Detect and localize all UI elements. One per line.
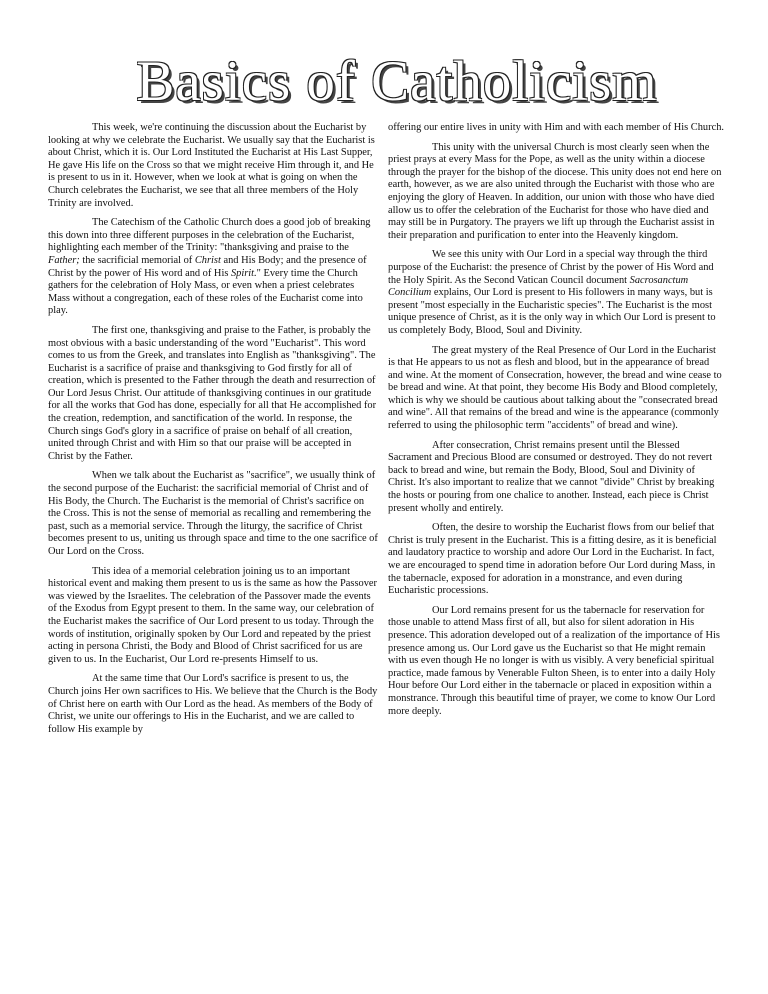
paragraph: We see this unity with Our Lord in a special way through the third purpose of the Eucharist: the presence of Christ by the power of His Word and the Holy Spirit. As the Second Vatican Council document Sacrosanctum Concilium explains, Our Lord is present to His followers in many ways, but is present "most especially in the Eucharistic species". The Eucharist is the most unique presence of Christ, as it is the only way in which Our Lord is present to us completely Body, Blood, Soul and Divinity. bbox=[388, 249, 716, 336]
paragraph: The great mystery of the Real Presence of Our Lord in the Eucharist is that He appears to us not as flesh and blood, but in the appearance of bread and wine. At the moment of Consecration, however, the bread and wine cease to be bread and wine. At that point, they become His Body and Blood completely, which is why we should be cautious about talking about the "consecrated bread and wine". All that remains of the bread and wine is the appearance (commonly referred to using the philosophic term "accidents" of bread and wine). bbox=[388, 344, 722, 432]
paragraph: Our Lord remains present for us the tabernacle for reservation for those unable to attend Mass first of all, but also for silent adoration in His presence. This adoration developed out of a realization of the importance of His presence among us. Our Lord gave us the Eucharist so that He might remain with us even though He no longer is with us visibly. A very beneficial spiritual practice, made famous by Venerable Fulton Sheen, is to enter into a daily Holy Hour before Our Lord either in the tabernacle or placed in exposition within a monstrance. Through this beautiful time of prayer, we come to know Our Lord more deeply. bbox=[388, 604, 720, 717]
left-column bbox=[48, 122, 378, 743]
right-column bbox=[388, 122, 724, 743]
page-title: Basics of Catholicism bbox=[136, 50, 658, 113]
paragraph: This week, we're continuing the discussion about the Eucharist by looking at why we celebrate the Eucharist. We usually say that the Eucharist is about Christ, which it is. Our Lord Instituted the Eucharist at His Last Supper, He gave His life on the Cross so that we might receive Him through it, and He is present to us in it. However, when we look at what is going on when the Church celebrates the Eucharist, we see that all three members of the Holy Trinity are involved. bbox=[48, 122, 375, 209]
paragraph: The first one, thanksgiving and praise to the Father, is probably the most obvious with a basic understanding of the word "Eucharist". This word comes to us from the Greek, and translates into English as "thanksgiving". The Eucharist is a sacrifice of praise and thanksgiving to God firstly for all of creation, which is presented to the Father through the death and resurrection of Our Lord Jesus Christ. Our attitude of thanksgiving continues in our gratitude for all the works that God has done, especially for all that He accomplished for the creation, redemption, and sanctification of the world. In response, the Church sings God's glory in a sacrifice of praise on behalf of all creation, united through Christ and with Him so that our praise will be accepted in Christ by the Father. bbox=[48, 324, 377, 462]
paragraph: After consecration, Christ remains present until the Blessed Sacrament and Precious Blood are consumed or destroyed. They do not revert back to bread and wine, but remain the Body, Blood, Soul and Divinity of Christ. It's also important to realize that we cannot "divide" Christ by breaking the hosts or pouring from one chalice to another. Instead, each piece is Christ present wholly and entirely. bbox=[388, 439, 715, 514]
text-columns bbox=[48, 122, 746, 743]
paragraph: This unity with the universal Church is most clearly seen when the priest prays at every Mass for the Pope, as well as the unity within a diocese through the prayer for the bishop of the diocese. This unity does not end here on earth, however, as we are also united through the Eucharist with those who are enjoying the glory of Heaven. In addition, our union with those who have died allow us to offer the celebration of the Eucharist for those who have died and may still be in Purgatory. The prayers we lift up through the Eucharist assist in their preparation and purification to enter into the Heavenly kingdom. bbox=[388, 141, 722, 241]
paragraph-continued: offering our entire lives in unity with Him and with each member of His Church. bbox=[388, 122, 724, 133]
paragraph: Often, the desire to worship the Eucharist flows from our belief that Christ is truly present in the Eucharist. This is a fitting desire, as it is beneficial and laudatory practice to worship and adore Our Lord in the Eucharist. In fact, we are encouraged to spend time in adoration before Our Lord during Mass, in the tabernacle, exposed for adoration in a monstrance, and even during Eucharistic processions. bbox=[388, 522, 717, 597]
paragraph: This idea of a memorial celebration joining us to an important historical event and making them present to us is the same as how the Passover was viewed by the Israelites. The celebration of the Passover made the events of the Exodus from Egypt present to them. In the same way, our celebration of the Eucharist makes the sacrifice of Our Lord present to us today. Through the words of institution, originally spoken by Our Lord and repeated by the priest acting in persona Christi, the Body and Blood of Christ sacrificed for us are given to us. In the Eucharist, Our Lord re-presents Himself to us. bbox=[48, 565, 377, 665]
paragraph: The Catechism of the Catholic Church does a good job of breaking this down into three different purposes in the celebration of the Eucharist, highlighting each member of the Trinity: "thanksgiving and praise to the Father; the sacrificial memorial of Christ and His Body; and the presence of Christ by the power of His word and of His Spirit." Every time the Church gathers for the celebration of Holy Mass, or even when a priest celebrates Mass without a congregation, each of these roles of the Eucharist come into play. bbox=[48, 217, 371, 317]
paragraph: At the same time that Our Lord's sacrifice is present to us, the Church joins Her own sacrifices to His. We believe that the Church is the Body of Christ here on earth with Our Lord as the head. As members of the Body of Christ, we unite our offerings to His in the Eucharist, and we are called to follow His example by bbox=[48, 673, 378, 735]
paragraph: When we talk about the Eucharist as "sacrifice", we usually think of the second purpose of the Eucharist: the sacrificial memorial of Christ and of His Body, the Church. The Eucharist is the memorial of Christ's sacrifice on the Cross. This is not the sense of memorial as recalling and remembering the past, such as a memorial service. Through the liturgy, the sacrifice of Christ becomes present to us, uniting us through space and time to the one sacrifice of Our Lord on the Cross. bbox=[48, 470, 378, 557]
